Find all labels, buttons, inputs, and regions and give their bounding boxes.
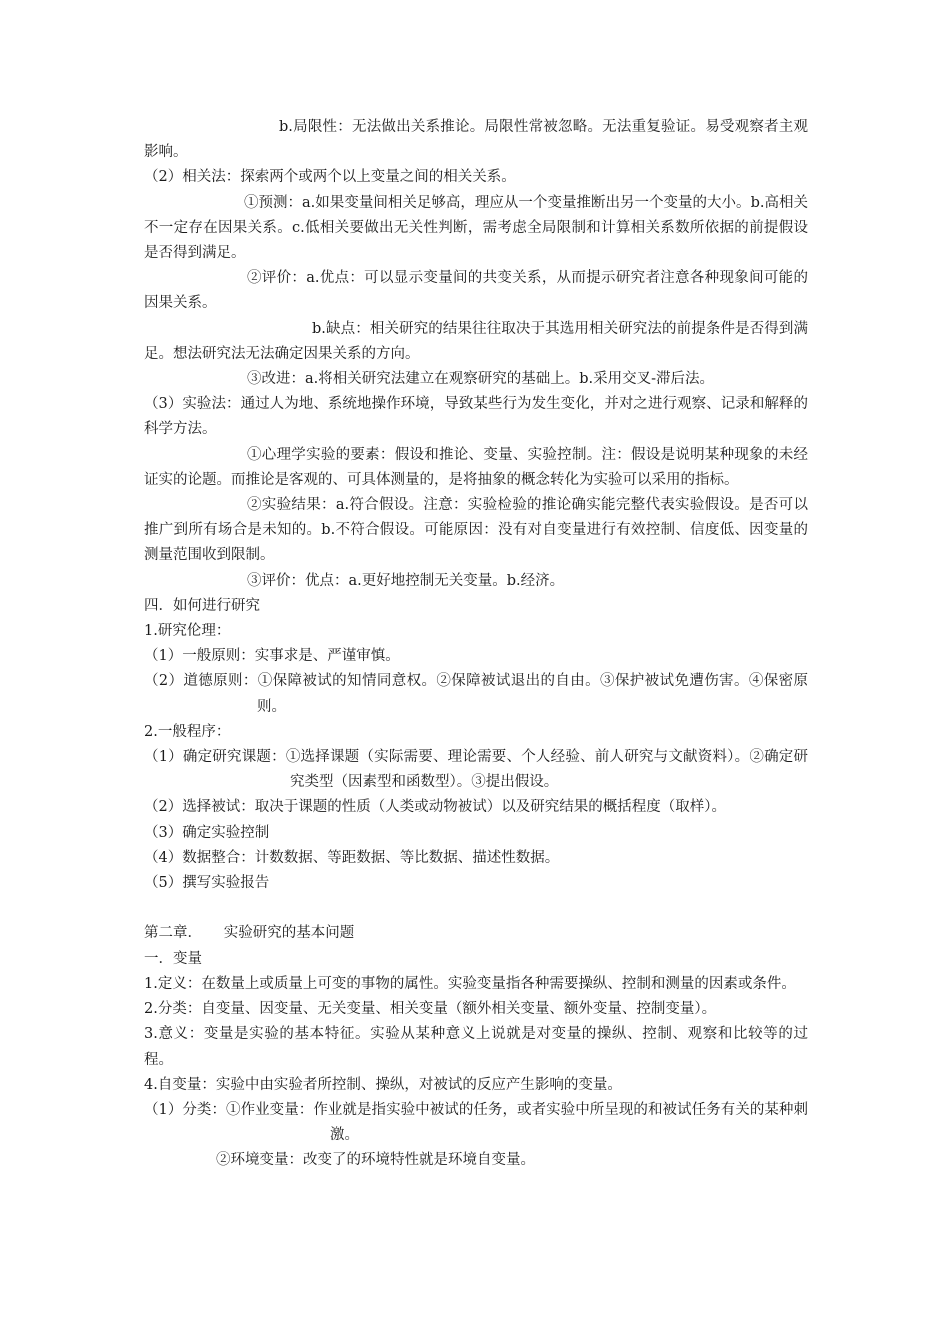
document-page	[144, 115, 808, 1174]
paragraph-variable-definition: 1.定义：在数量上或质量上可变的事物的属性。实验变量指各种需要操纵、控制和测量的因素或条件。	[144, 975, 796, 992]
paragraph-determine-topic: （1）确定研究课题：①选择课题（实际需要、理论需要、个人经验、前人研究与文献资料）。②确定研究类型（因素型和函数型）。③提出假设。	[144, 749, 808, 791]
paragraph-experiment-elements: ①心理学实验的要素：假设和推论、变量、实验控制。注：假设是说明某种现象的未经证实的论题。而推论是客观的、可具体测量的，是将抽象的概念转化为实验可以采用的指标。	[144, 446, 808, 488]
paragraph-select-subjects: （2）选择被试：取决于课题的性质（人类或动物被试）以及研究结果的概括程度（取样）。	[144, 799, 726, 816]
section-heading-variables: 一．变量	[144, 950, 202, 967]
paragraph-correlation-disadvantages: b.缺点：相关研究的结果往往取决于其选用相关研究法的前提条件是否得到满足。想法研究法无法确定因果关系的方向。	[144, 320, 808, 362]
paragraph-observation-limitations: b.局限性：无法做出关系推论。局限性常被忽略。无法重复验证。易受观察者主观影响。	[144, 119, 808, 161]
paragraph-correlation-improvement: ③改进：a.将相关研究法建立在观察研究的基础上。b.采用交叉-滞后法。	[247, 371, 715, 388]
paragraph-experiment-results: ②实验结果：a.符合假设。注意：实验检验的推论确实能完整代表实验假设。是否可以推广到所有场合是未知的。b.不符合假设。可能原因：没有对自变量进行有效控制、信度低、因变量的测量范围收到限制。	[144, 497, 808, 564]
paragraph-environment-variable: ②环境变量：改变了的环境特性就是环境自变量。	[216, 1152, 535, 1169]
chapter-heading: 第二章． 实验研究的基本问题	[144, 925, 355, 942]
paragraph-independent-variable: 4.自变量：实验中由实验者所控制、操纵，对被试的反应产生影响的变量。	[144, 1076, 622, 1093]
paragraph-correlation-prediction: ①预测：a.如果变量间相关足够高，理应从一个变量推断出另一个变量的大小。b.高相关不一定存在因果关系。c.低相关要做出无关性判断，需考虑全局限制和计算相关系数所依据的前提假设是否得到满足。	[144, 194, 808, 262]
paragraph-variable-classification: 2.分类：自变量、因变量、无关变量、相关变量（额外相关变量、额外变量、控制变量）。	[144, 1001, 717, 1018]
section-heading-how-to-research: 四．如何进行研究	[144, 597, 260, 614]
paragraph-variable-significance: 3.意义：变量是实验的基本特征。实验从某种意义上说就是对变量的操纵、控制、观察和比较等的过程。	[144, 1026, 808, 1068]
paragraph-write-report: （5）撰写实验报告	[144, 875, 270, 892]
paragraph-experimental-method: （3）实验法：通过人为地、系统地操作环境，导致某些行为发生变化，并对之进行观察、记录和解释的科学方法。	[144, 396, 808, 438]
paragraph-correlation-evaluation: ②评价：a.优点：可以显示变量间的共变关系，从而提示研究者注意各种现象间可能的因果关系。	[144, 270, 808, 312]
paragraph-experiment-evaluation: ③评价：优点：a.更好地控制无关变量。b.经济。	[247, 572, 565, 589]
paragraph-experimental-control: （3）确定实验控制	[144, 824, 270, 841]
paragraph-correlation-method: （2）相关法：探索两个或两个以上变量之间的相关关系。	[144, 169, 516, 186]
paragraph-general-principles: （1）一般原则：实事求是、严谨审慎。	[144, 648, 400, 665]
paragraph-task-variable: （1）分类：①作业变量：作业就是指实验中被试的任务，或者实验中所呈现的和被试任务有关的某种刺激。	[144, 1101, 808, 1144]
blank-line	[144, 896, 808, 921]
paragraph-data-integration: （4）数据整合：计数数据、等距数据、等比数据、描述性数据。	[144, 849, 560, 866]
paragraph-moral-principles: （2）道德原则：①保障被试的知情同意权。②保障被试退出的自由。③保护被试免遭伤害。④保密原则。	[144, 673, 808, 715]
subheading-general-procedure: 2.一般程序：	[144, 723, 231, 740]
subheading-research-ethics: 1.研究伦理：	[144, 623, 231, 640]
